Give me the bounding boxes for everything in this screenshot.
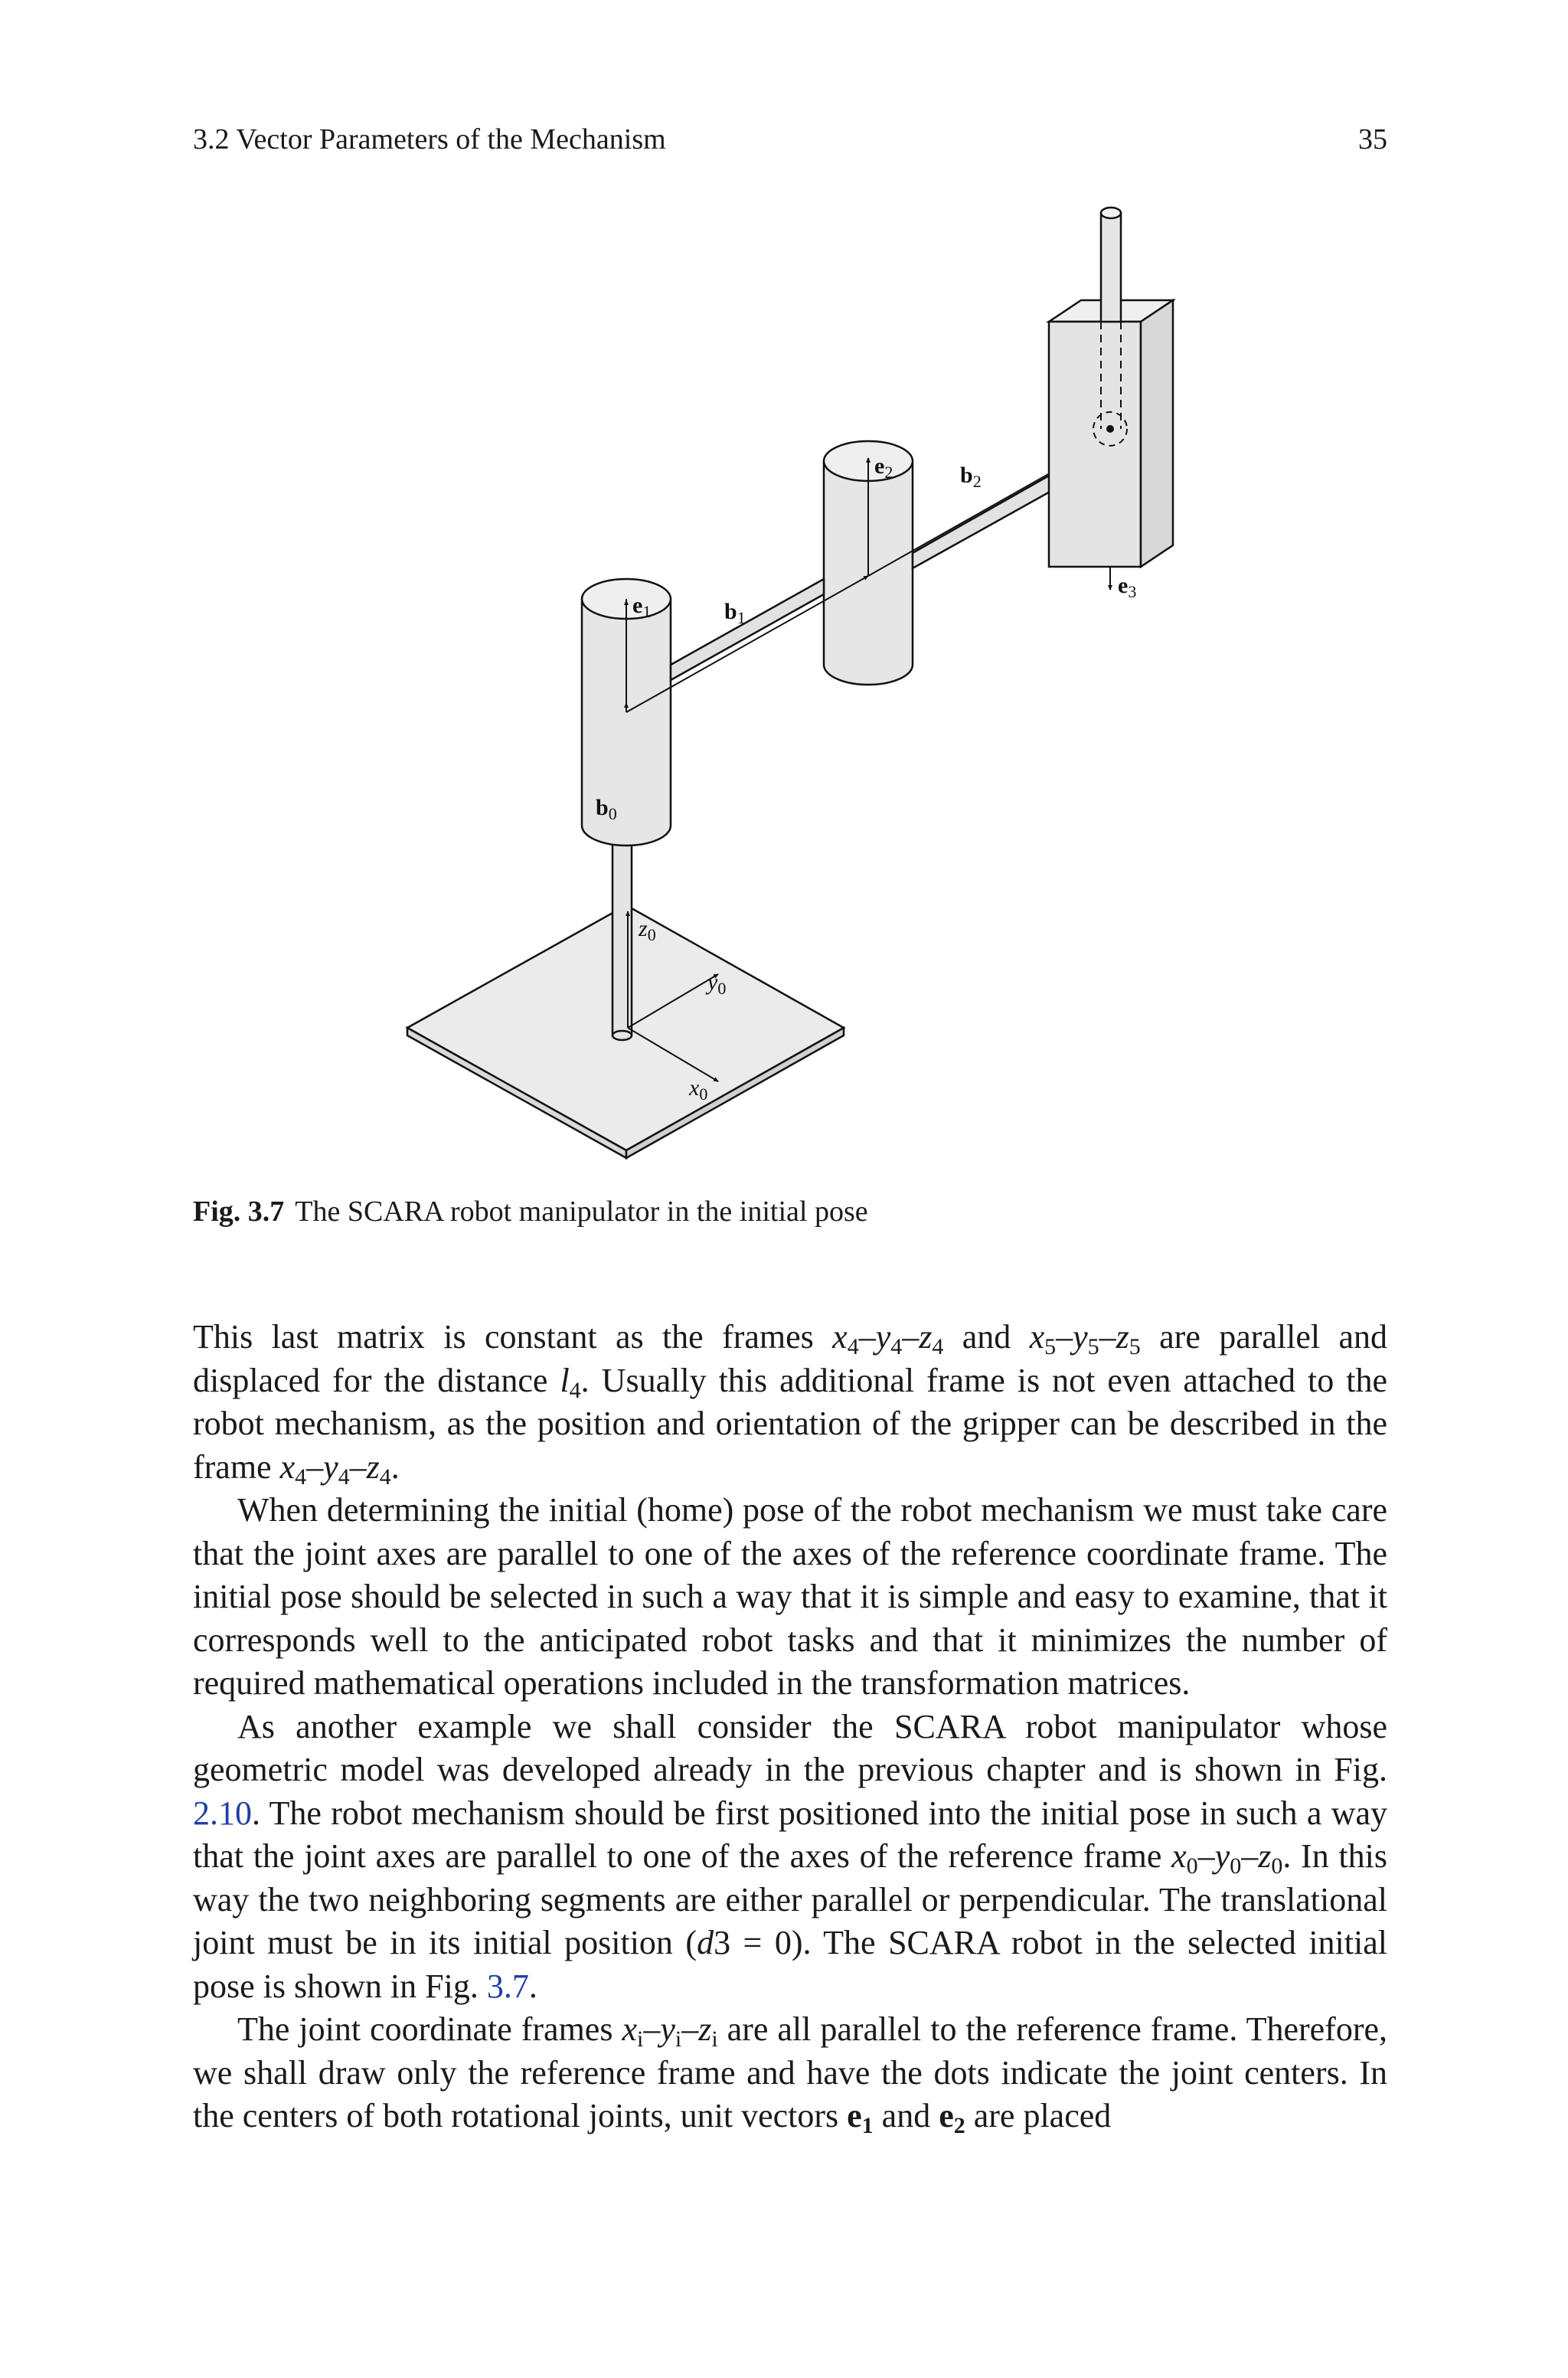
base-post (612, 835, 632, 1040)
label-y0: $y_0$ (707, 970, 727, 998)
label-z0: $z_0$ (639, 916, 656, 944)
label-e2: $e_2$ (874, 453, 893, 482)
section-title: 3.2 Vector Parameters of the Mechanism (193, 123, 666, 155)
label-e1: $e_1$ (632, 593, 652, 621)
joint-2-cylinder (824, 441, 913, 685)
page-number: 35 (1358, 123, 1387, 155)
label-b1: $b_1$ (724, 599, 746, 627)
figure-link-2-10[interactable]: 2.10 (193, 1794, 252, 1832)
label-e3: $e_3$ (1118, 573, 1137, 601)
paragraph-1: This last matrix is constant as the frames $x_4-y_4-z_4$ and $x_5-y_5-z_5$ are parallel and displaced for the distance $l_4$. Usually this additional frame is not even attached to the robot mechanism, as the position and orientation of the gripper can be described in the frame $x_4-y_4-z_4$. (193, 1318, 1388, 1490)
figure-caption (193, 1195, 1387, 1228)
caption-label: Fig. 3.7 (193, 1196, 285, 1228)
body-text (193, 1316, 1387, 2138)
caption-text: The SCARA robot manipulator in the initial pose (295, 1196, 868, 1228)
running-head (193, 123, 1387, 161)
figure-scara-robot (0, 184, 1568, 1179)
paragraph-3: As another example we shall consider the SCARA robot manipulator whose geometric model was developed already in the previous chapter and is shown in Fig. 2.10. The robot mechanism should be first positioned into the initial pose in such a way that the joint axes are parallel to one of the axes of the reference frame $x_0-y_0-z_0$. In this way the two neighboring segments are either parallel or perpendicular. The translational joint must be in its initial position (d3 = 0). The SCARA robot in the selected initial pose is shown in Fig. 3.7. (193, 1707, 1387, 2005)
figure-link-3-7[interactable]: 3.7 (486, 1967, 529, 2005)
label-x0: $x_0$ (689, 1075, 708, 1104)
paragraph-4: The joint coordinate frames $x_i-y_i-z_i$ are all parallel to the reference frame. Therefore, we shall draw only the reference frame and have the dots indicate the joint centers. In the centers of both rotational joints, unit vectors $e_1$ and $e_2$ are placed (193, 2010, 1387, 2138)
paragraph-2: When determining the initial (home) pose of the robot mechanism we must take care that the joint axes are parallel to one of the axes of the reference coordinate frame. The initial pose should be selected in such a way that it is simple and easy to examine, that it corresponds well to the anticipated robot tasks and that it minimizes the number of required mathematical operations included in the transformation matrices. (193, 1491, 1387, 1702)
gripper-rod (1101, 208, 1121, 322)
joint-3-block (1049, 300, 1173, 590)
label-b0: $b_0$ (596, 795, 617, 823)
label-b2: $b_2$ (960, 463, 982, 491)
